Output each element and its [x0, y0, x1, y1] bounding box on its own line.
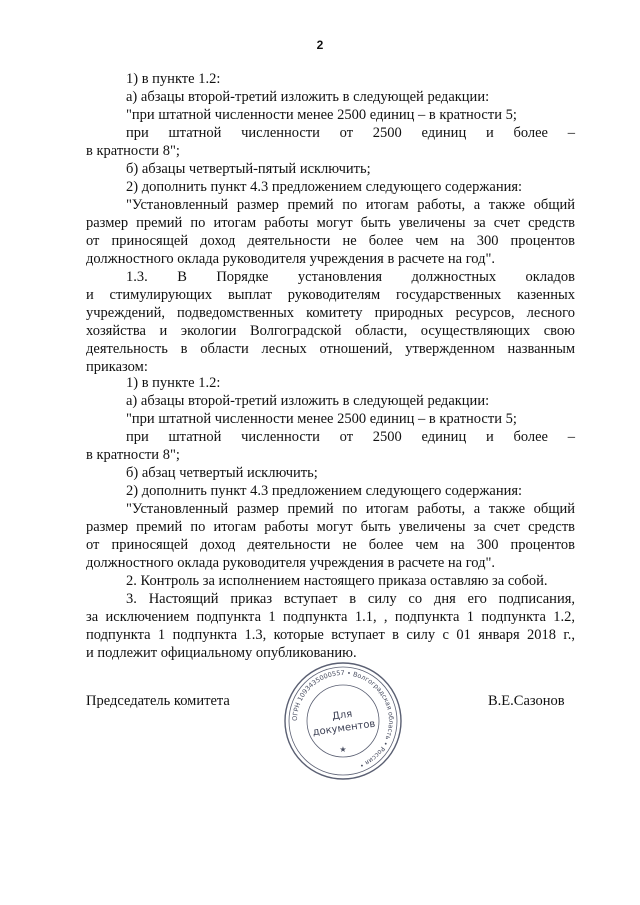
page-number: 2	[316, 38, 324, 52]
document-line: деятельность в области лесных отношений, утвержденном названным	[86, 341, 575, 357]
document-line: должностного оклада руководителя учреждения в расчете на год".	[86, 555, 496, 571]
document-line: хозяйства и экологии Волгоградской области, осуществляющих свою	[86, 323, 575, 339]
document-line: а) абзацы второй-третий изложить в следующей редакции:	[126, 393, 490, 409]
stamp-star-icon: ★	[339, 745, 347, 754]
document-line: б) абзацы четвертый-пятый исключить;	[126, 161, 371, 177]
document-line: подпункта 1 подпункта 1.3, которые вступает в силу с 01 января 2018 г.,	[86, 627, 575, 643]
document-line: приказом:	[86, 359, 148, 375]
document-line: 1) в пункте 1.2:	[126, 71, 221, 87]
document-line: и подлежит официальному опубликованию.	[86, 645, 357, 661]
stamp-ring-text: ОГРН 1093435000557 • Волгоградская область • Россия •	[290, 668, 396, 770]
document-line: 1) в пункте 1.2:	[126, 375, 221, 391]
document-line: 2) дополнить пункт 4.3 предложением следующего содержания:	[126, 483, 523, 499]
document-line: 2) дополнить пункт 4.3 предложением следующего содержания:	[126, 179, 523, 195]
document-line: 3. Настоящий приказ вступает в силу со дня его подписания,	[126, 591, 575, 607]
document-line: от приносящей доход деятельности не более чем на 300 процентов	[86, 537, 575, 553]
document-line: при штатной численности от 2500 единиц и более –	[126, 125, 575, 141]
document-line: "при штатной численности менее 2500 единиц – в кратности 5;	[126, 411, 517, 427]
document-line: и стимулирующих выплат руководителям государственных казенных	[86, 287, 575, 303]
document-line: от приносящей доход деятельности не более чем на 300 процентов	[86, 233, 575, 249]
stamp-center-text-1: Для	[331, 708, 354, 723]
document-line: в кратности 8";	[86, 143, 180, 159]
signature-position: Председатель комитета	[86, 693, 230, 709]
document-line: "Установленный размер премий по итогам работы, а также общий	[126, 197, 575, 213]
document-line: 2. Контроль за исполнением настоящего приказа оставляю за собой.	[126, 573, 548, 589]
seal-stamp	[282, 660, 404, 782]
signature-name: В.Е.Сазонов	[488, 693, 565, 709]
document-line: "Установленный размер премий по итогам работы, а также общий	[126, 501, 575, 517]
document-line: размер премий по итогам работы могут быть увеличены за счет средств	[86, 519, 575, 535]
document-line: должностного оклада руководителя учреждения в расчете на год".	[86, 251, 496, 267]
document-line: размер премий по итогам работы могут быть увеличены за счет средств	[86, 215, 575, 231]
document-line: "при штатной численности менее 2500 единиц – в кратности 5;	[126, 107, 517, 123]
document-line: в кратности 8";	[86, 447, 180, 463]
stamp-center-text-2: документов	[312, 718, 377, 739]
document-line: 1.3. В Порядке установления должностных окладов	[126, 269, 575, 285]
document-line: при штатной численности от 2500 единиц и более –	[126, 429, 575, 445]
document-line: а) абзацы второй-третий изложить в следующей редакции:	[126, 89, 490, 105]
document-line: учреждений, подведомственных комитету природных ресурсов, лесного	[86, 305, 575, 321]
document-line: за исключением подпункта 1 подпункта 1.1, , подпункта 1 подпункта 1.2,	[86, 609, 575, 625]
document-line: б) абзац четвертый исключить;	[126, 465, 318, 481]
